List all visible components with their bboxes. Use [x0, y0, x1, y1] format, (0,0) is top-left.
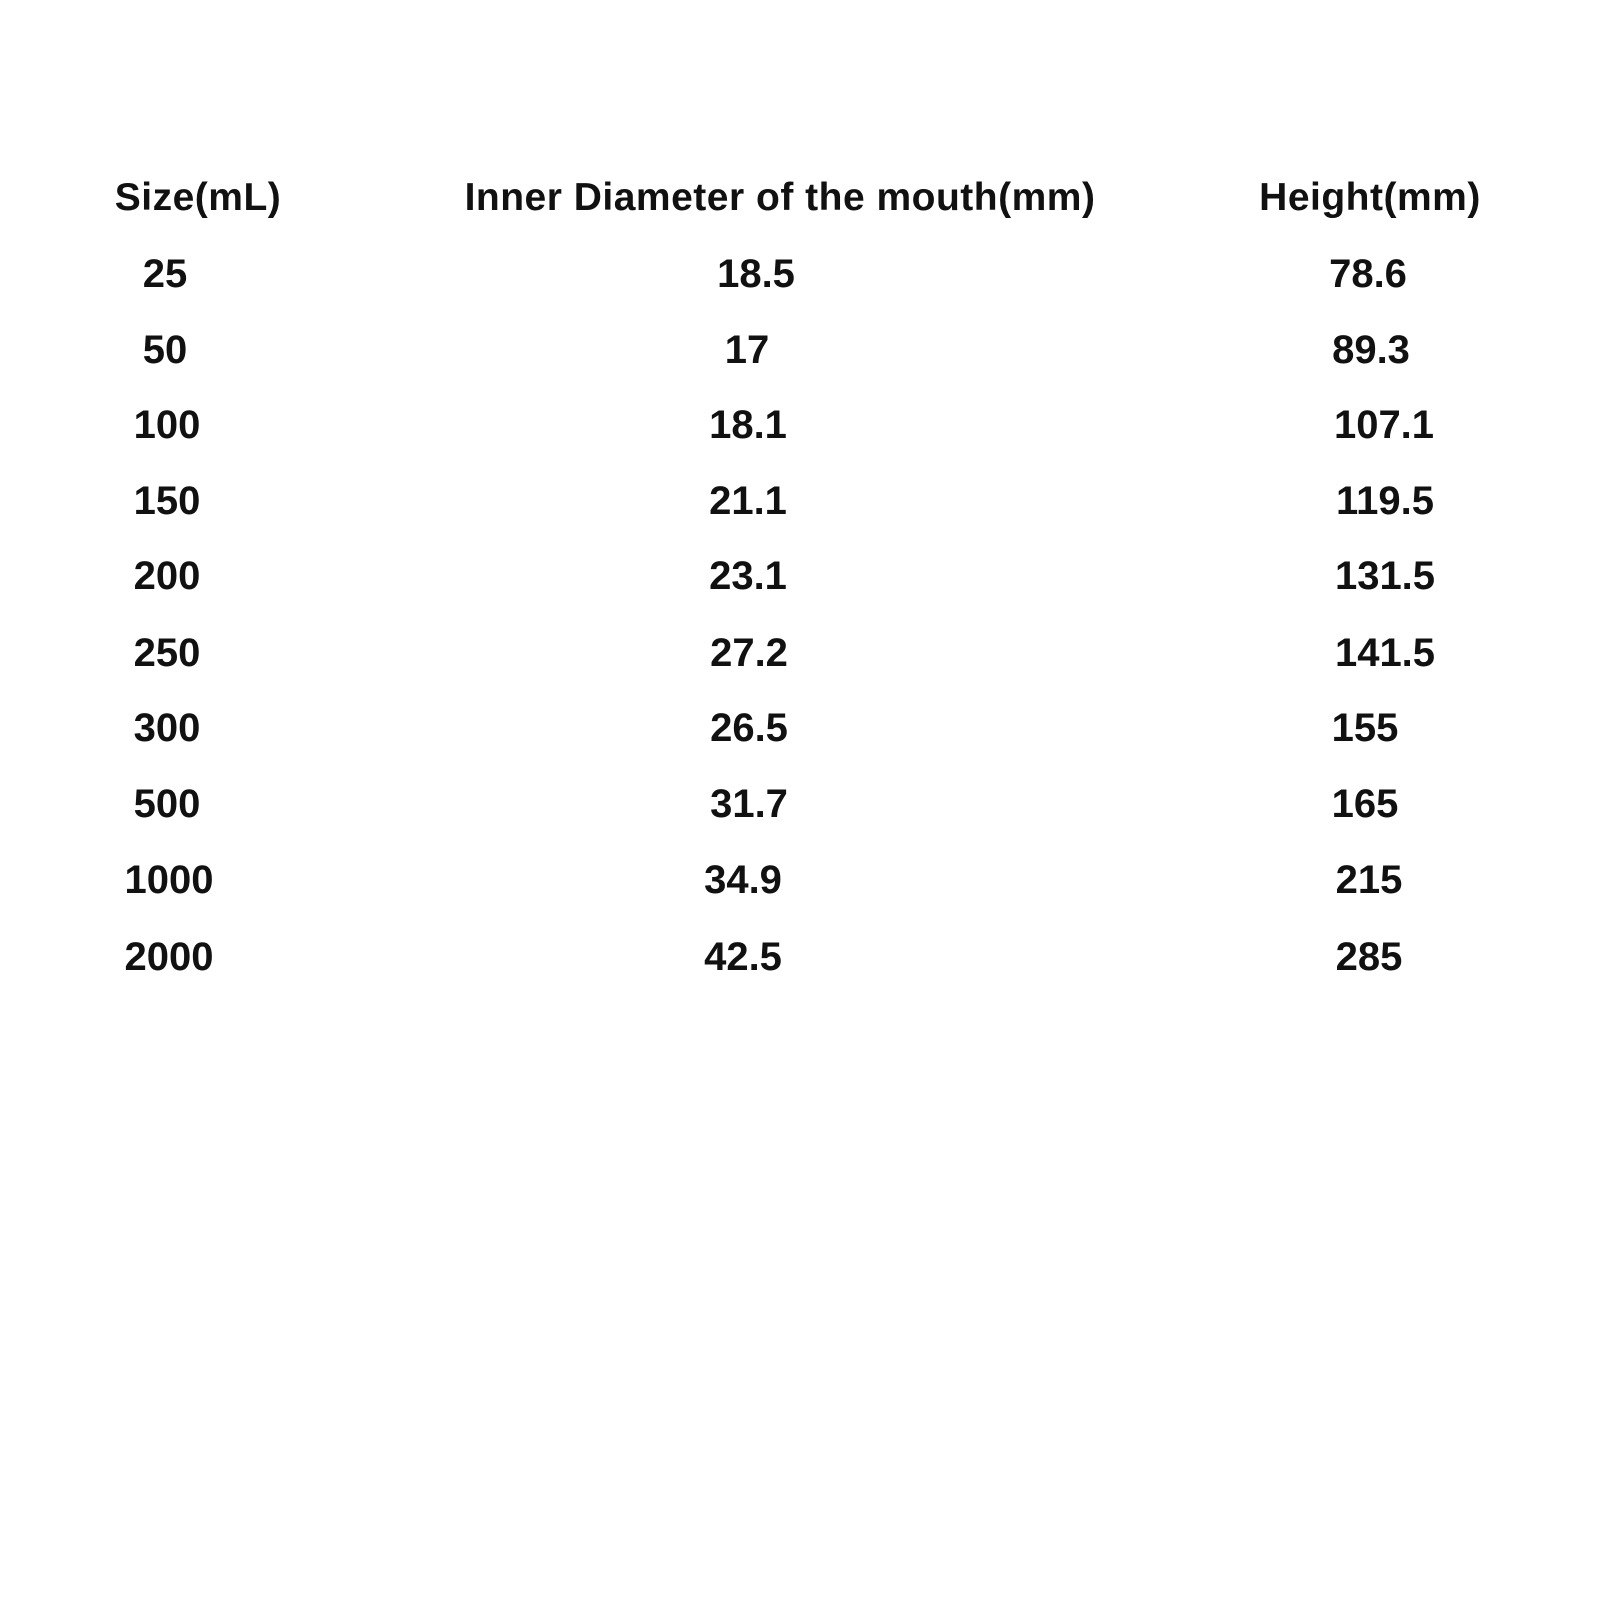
cell-size: 500 — [133, 782, 201, 826]
cell-inner-diameter: 18.1 — [709, 403, 787, 447]
cell-inner-diameter: 26.5 — [710, 706, 788, 750]
cell-size: 2000 — [124, 935, 214, 979]
cell-inner-diameter: 31.7 — [710, 782, 788, 826]
cell-height: 131.5 — [1334, 554, 1436, 598]
cell-height: 155 — [1331, 706, 1399, 750]
cell-inner-diameter: 18.5 — [717, 252, 795, 296]
cell-height: 285 — [1335, 935, 1403, 979]
cell-height: 78.6 — [1329, 252, 1407, 296]
cell-size: 50 — [142, 328, 188, 372]
header-size: Size(mL) — [114, 176, 282, 219]
cell-height: 165 — [1331, 782, 1399, 826]
cell-height: 119.5 — [1336, 479, 1434, 523]
cell-size: 300 — [133, 706, 201, 750]
cell-inner-diameter: 23.1 — [709, 554, 787, 598]
cell-size: 100 — [133, 403, 201, 447]
cell-size: 1000 — [124, 858, 214, 902]
cell-inner-diameter: 34.9 — [704, 858, 782, 902]
cell-height: 215 — [1335, 858, 1403, 902]
cell-inner-diameter: 17 — [724, 328, 770, 372]
cell-size: 200 — [133, 554, 201, 598]
cell-height: 89.3 — [1332, 328, 1410, 372]
cell-inner-diameter: 27.2 — [710, 631, 788, 675]
cell-size: 150 — [133, 479, 201, 523]
cell-height: 107.1 — [1333, 403, 1435, 447]
cell-inner-diameter: 42.5 — [704, 935, 782, 979]
cell-size: 25 — [142, 252, 188, 296]
cell-inner-diameter: 21.1 — [709, 479, 787, 523]
header-height: Height(mm) — [1259, 176, 1481, 219]
cell-size: 250 — [133, 631, 201, 675]
header-inner-diameter: Inner Diameter of the mouth(mm) — [464, 176, 1096, 219]
cell-height: 141.5 — [1334, 631, 1436, 675]
